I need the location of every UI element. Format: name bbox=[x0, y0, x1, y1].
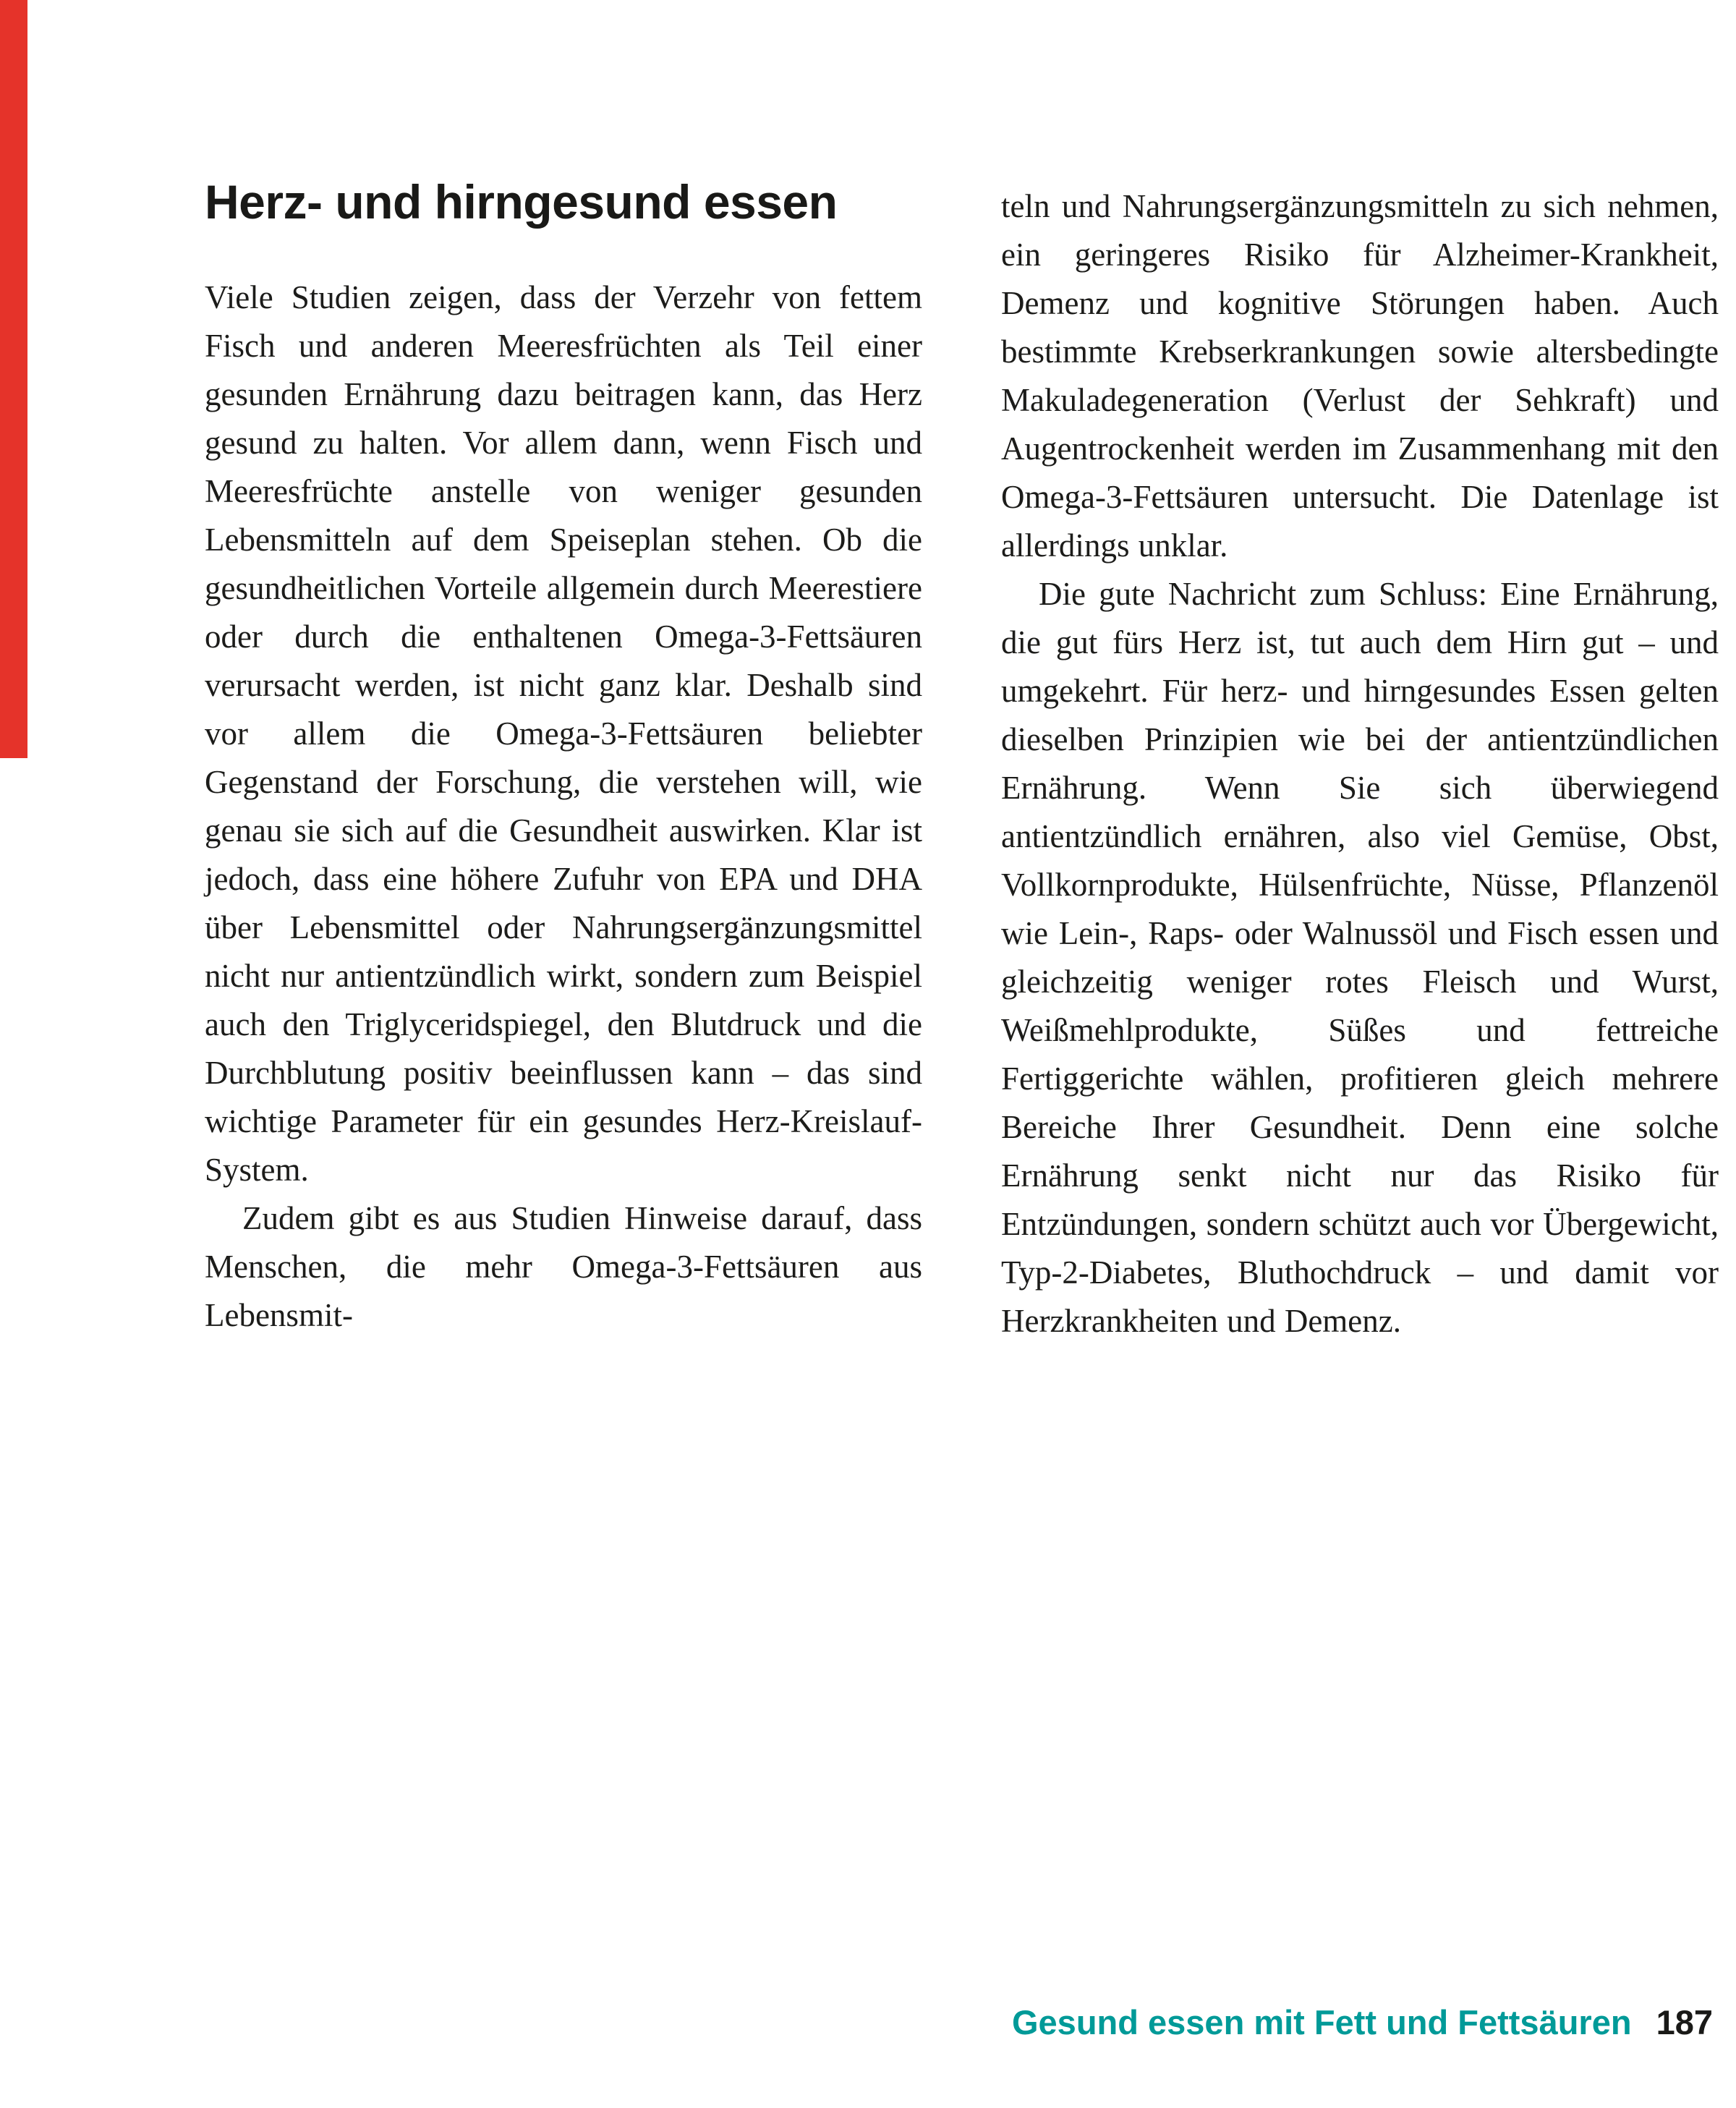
paragraph: Die gute Nachricht zum Schluss: Eine Ernährung, die gut fürs Herz ist, tut auch dem Hirn gut – und umgekehrt. Für herz- und hirngesundes Essen gelten dieselben Prinzipien wie bei der antientzündlichen Ernährung. Wenn Sie sich überwiegend antientzündlich ernähren, also viel Gemüse, Obst, Vollkornprodukte, Hülsenfrüchte, Nüsse, Pflanzenöl wie Lein-, Raps- oder Walnussöl und Fisch essen und gleichzeitig weniger rotes Fleisch und Wurst, Weißmehlprodukte, Süßes und fettreiche Fertiggerichte wählen, profitieren gleich mehrere Bereiche Ihrer Gesundheit. Denn eine solche Ernährung senkt nicht nur das Risiko für Entzündungen, sondern schützt auch vor Übergewicht, Typ-2-Diabetes, Bluthochdruck – und damit vor Herzkrankheiten und Demenz. bbox=[1001, 576, 1719, 1339]
section-heading: Herz- und hirngesund essen bbox=[205, 175, 838, 229]
paragraph: Zudem gibt es aus Studien Hinweise darauf, dass Menschen, die mehr Omega-3-Fettsäuren aus Lebensmit- bbox=[205, 1200, 922, 1333]
left-column bbox=[205, 172, 922, 1340]
running-footer-title: Gesund essen mit Fett und Fettsäuren bbox=[1011, 2003, 1632, 2041]
paragraph: Viele Studien zeigen, dass der Verzehr von fettem Fisch und anderen Meeresfrüchten als Teil einer gesunden Ernährung dazu beitragen kann, das Herz gesund zu halten. Vor allem dann, wenn Fisch und Meeresfrüchte anstelle von weniger gesunden Lebensmitteln auf dem Speiseplan stehen. Ob die gesundheitlichen Vorteile allgemein durch Meerestiere oder durch die enthaltenen Omega-3-Fettsäuren verursacht werden, ist nicht ganz klar. Deshalb sind vor allem die Omega-3-Fettsäuren beliebter Gegenstand der Forschung, die verstehen will, wie genau sie sich auf die Gesundheit auswirken. Klar ist jedoch, dass eine höhere Zufuhr von EPA und DHA über Lebensmittel oder Nahrungsergänzungsmittel nicht nur antientzündlich wirkt, sondern zum Beispiel auch den Triglyceridspiegel, den Blutdruck und die Durchblutung positiv beeinflussen kann – das sind wichtige Parameter für ein gesundes Herz-Kreislauf-System. bbox=[205, 279, 922, 1188]
chapter-accent-bar bbox=[0, 0, 27, 758]
page-footer bbox=[1012, 2002, 1713, 2043]
right-column bbox=[1001, 182, 1719, 1346]
paragraph: teln und Nahrungsergänzungsmitteln zu sich nehmen, ein geringeres Risiko für Alzheimer-Krankheit, Demenz und kognitive Störungen haben. Auch bestimmte Krebserkrankungen sowie altersbedingte Makuladegeneration (Verlust der Sehkraft) und Augentrockenheit werden im Zusammenhang mit den Omega-3-Fettsäuren untersucht. Die Datenlage ist allerdings unklar. bbox=[1001, 188, 1719, 564]
page-number: 187 bbox=[1656, 2003, 1713, 2041]
